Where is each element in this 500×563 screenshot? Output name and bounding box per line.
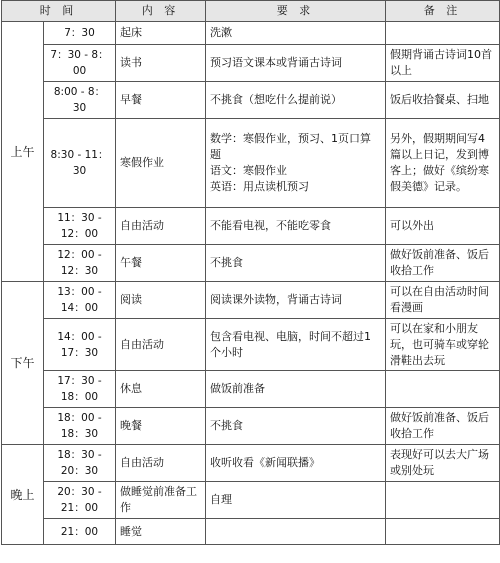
table-row	[2, 119, 500, 208]
table-row	[2, 208, 500, 245]
note-cell: 做好饭前准备、饭后收拾工作	[386, 245, 500, 282]
activity-cell: 寒假作业	[116, 119, 206, 208]
note-cell: 表现好可以去大广场或别处玩	[386, 445, 500, 482]
period-afternoon: 下午	[2, 282, 44, 445]
time-cell: 13：00 - 14：00	[44, 282, 116, 319]
requirement-cell: 不能看电视，不能吃零食	[206, 208, 386, 245]
schedule-table	[1, 0, 500, 545]
table-row	[2, 519, 500, 545]
note-cell	[386, 482, 500, 519]
requirement-cell: 预习语文课本或背诵古诗词	[206, 45, 386, 82]
table-row	[2, 282, 500, 319]
note-cell: 假期背诵古诗词10首以上	[386, 45, 500, 82]
activity-cell: 午餐	[116, 245, 206, 282]
time-cell: 8:00 - 8：30	[44, 82, 116, 119]
activity-cell: 自由活动	[116, 208, 206, 245]
header-requirement: 要 求	[206, 1, 386, 22]
requirement-cell: 数学：寒假作业，预习、1页口算题 语文：寒假作业 英语：用点读机预习	[206, 119, 386, 208]
note-cell: 可以在家和小朋友玩，也可骑车或穿轮滑鞋出去玩	[386, 319, 500, 371]
time-cell: 7：30	[44, 22, 116, 45]
table-row	[2, 482, 500, 519]
note-cell	[386, 22, 500, 45]
requirement-cell: 阅读课外读物，背诵古诗词	[206, 282, 386, 319]
activity-cell: 睡觉	[116, 519, 206, 545]
requirement-cell: 包含看电视、电脑，时间不超过1个小时	[206, 319, 386, 371]
time-cell: 21：00	[44, 519, 116, 545]
activity-cell: 阅读	[116, 282, 206, 319]
note-cell	[386, 371, 500, 408]
requirement-cell: 不挑食	[206, 408, 386, 445]
activity-cell: 晚餐	[116, 408, 206, 445]
requirement-cell: 做饭前准备	[206, 371, 386, 408]
requirement-cell: 收听收看《新闻联播》	[206, 445, 386, 482]
note-cell: 可以外出	[386, 208, 500, 245]
time-cell: 11：30 - 12：00	[44, 208, 116, 245]
requirement-cell: 不挑食	[206, 245, 386, 282]
table-row	[2, 371, 500, 408]
requirement-cell: 自理	[206, 482, 386, 519]
note-cell: 做好饭前准备、饭后收拾工作	[386, 408, 500, 445]
header-row	[2, 1, 500, 22]
table-row	[2, 45, 500, 82]
header-time: 时 间	[2, 1, 116, 22]
table-row	[2, 319, 500, 371]
table-row	[2, 82, 500, 119]
note-cell: 饭后收拾餐桌、扫地	[386, 82, 500, 119]
time-cell: 12：00 - 12：30	[44, 245, 116, 282]
note-cell: 可以在自由活动时间看漫画	[386, 282, 500, 319]
table-row	[2, 445, 500, 482]
time-cell: 17：30 - 18：00	[44, 371, 116, 408]
time-cell: 18：30 - 20：30	[44, 445, 116, 482]
activity-cell: 读书	[116, 45, 206, 82]
time-cell: 8:30 - 11：30	[44, 119, 116, 208]
activity-cell: 休息	[116, 371, 206, 408]
table-row	[2, 245, 500, 282]
requirement-cell: 洗漱	[206, 22, 386, 45]
table-row	[2, 22, 500, 45]
table-row	[2, 408, 500, 445]
requirement-cell: 不挑食（想吃什么提前说）	[206, 82, 386, 119]
activity-cell: 自由活动	[116, 319, 206, 371]
activity-cell: 做睡觉前准备工作	[116, 482, 206, 519]
header-note: 备 注	[386, 1, 500, 22]
header-content: 内 容	[116, 1, 206, 22]
time-cell: 20：30 - 21：00	[44, 482, 116, 519]
period-evening: 晚上	[2, 445, 44, 545]
period-morning: 上午	[2, 22, 44, 282]
time-cell: 7：30 - 8：00	[44, 45, 116, 82]
note-cell	[386, 519, 500, 545]
activity-cell: 早餐	[116, 82, 206, 119]
note-cell: 另外，假期期间写4篇以上日记，发到博客上；做好《缤纷寒假美德》记录。	[386, 119, 500, 208]
time-cell: 14：00 - 17：30	[44, 319, 116, 371]
activity-cell: 自由活动	[116, 445, 206, 482]
activity-cell: 起床	[116, 22, 206, 45]
time-cell: 18：00 - 18：30	[44, 408, 116, 445]
requirement-cell	[206, 519, 386, 545]
